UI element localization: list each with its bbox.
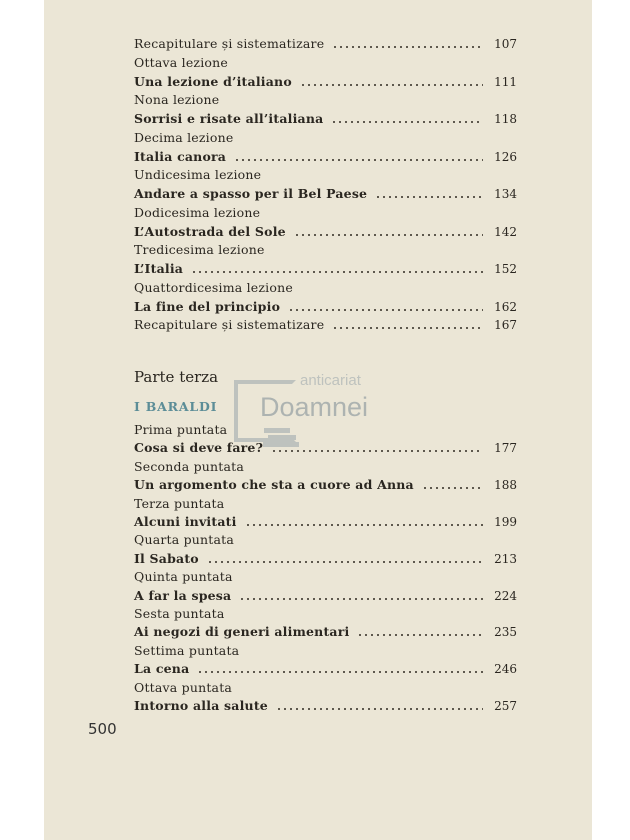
toc-entry-label: L’Italia bbox=[134, 261, 184, 276]
toc-entry-label: Italia canora bbox=[134, 148, 227, 164]
books-icon bbox=[262, 426, 302, 448]
toc-entry-label: Ottava puntata bbox=[134, 679, 233, 695]
toc-entry-label: Dodicesima lezione bbox=[134, 204, 261, 220]
toc-entry-label: Undicesima lezione bbox=[134, 167, 262, 183]
dot-leader bbox=[197, 671, 483, 673]
toc-entry bbox=[134, 225, 517, 239]
toc-entry bbox=[134, 300, 517, 314]
toc-entry-page: 177 bbox=[494, 441, 517, 456]
toc-lesson-heading bbox=[134, 206, 517, 220]
toc-entry-page: 152 bbox=[494, 262, 517, 276]
toc-entry-page: 107 bbox=[494, 37, 517, 51]
toc-entry bbox=[134, 552, 517, 566]
dot-leader bbox=[375, 196, 483, 198]
toc-lesson-heading bbox=[134, 168, 517, 182]
dot-leader bbox=[191, 271, 483, 273]
toc-entry-page: 257 bbox=[494, 699, 517, 713]
toc-lesson-heading bbox=[134, 681, 517, 695]
toc-entry bbox=[134, 625, 517, 639]
toc-entry-label: Un argomento che sta a cuore ad Anna bbox=[134, 477, 414, 493]
dot-leader bbox=[239, 598, 483, 600]
subsection-title: I BARALDI bbox=[134, 399, 218, 414]
toc-entry bbox=[134, 318, 517, 332]
toc-lesson-heading bbox=[134, 570, 517, 584]
dot-leader bbox=[294, 234, 483, 236]
toc-entry-label: La fine del principio bbox=[134, 298, 281, 314]
toc-lesson-heading bbox=[134, 93, 517, 107]
toc-entry bbox=[134, 187, 517, 201]
toc-entry-page: 224 bbox=[494, 588, 517, 603]
toc-entry-label: La cena bbox=[134, 661, 190, 677]
toc-entry bbox=[134, 75, 517, 89]
toc-entry bbox=[134, 150, 517, 164]
toc-lesson-heading bbox=[134, 56, 517, 70]
toc-lesson-heading bbox=[134, 497, 517, 511]
dot-leader bbox=[357, 634, 483, 636]
toc-entry-label: Prima puntata bbox=[134, 422, 228, 437]
watermark-logo bbox=[234, 372, 424, 458]
toc-entry-label: Decima lezione bbox=[134, 129, 234, 145]
dot-leader bbox=[245, 524, 483, 526]
toc-entry-page: 235 bbox=[494, 625, 517, 640]
toc-entry-label: A far la spesa bbox=[134, 587, 232, 603]
section-title: Parte terza bbox=[134, 368, 219, 386]
toc-lesson-heading bbox=[134, 607, 517, 621]
toc-entry bbox=[134, 699, 517, 713]
toc-lesson-heading bbox=[134, 131, 517, 145]
toc-entry-label: Seconda puntata bbox=[134, 458, 245, 474]
toc-entry-page: 118 bbox=[494, 112, 517, 126]
toc-entry bbox=[134, 262, 517, 276]
toc-lesson-heading bbox=[134, 281, 517, 295]
toc-entry-page: 213 bbox=[494, 551, 517, 566]
toc-entry-label: Quinta puntata bbox=[134, 569, 233, 585]
toc-entry bbox=[134, 37, 517, 51]
toc-entry-page: 134 bbox=[494, 187, 517, 201]
dot-leader bbox=[300, 84, 483, 86]
toc-entry bbox=[134, 515, 517, 529]
dot-leader bbox=[331, 121, 483, 123]
toc-entry-label: Quarta puntata bbox=[134, 532, 235, 548]
dot-leader bbox=[234, 159, 483, 161]
toc-entry-label: Una lezione d’italiano bbox=[134, 73, 292, 89]
page-number: 500 bbox=[88, 720, 117, 738]
toc-entry-label: Tredicesima lezione bbox=[134, 242, 265, 258]
toc-entry-label: Settima puntata bbox=[134, 642, 240, 658]
toc-entry-label: Recapitulare și sistematizare bbox=[134, 36, 325, 51]
toc-entry-label: Recapitulare și sistematizare bbox=[134, 317, 325, 333]
toc-entry bbox=[134, 589, 517, 603]
toc-entry-label: Intorno alla salute bbox=[134, 698, 268, 713]
toc-entry bbox=[134, 478, 517, 492]
dot-leader bbox=[288, 309, 483, 311]
toc-entry-page: 199 bbox=[494, 515, 517, 529]
watermark-top-text: anticariat bbox=[300, 372, 361, 389]
toc-entry-label: Ottava lezione bbox=[134, 54, 228, 70]
toc-entry-label: L’Autostrada del Sole bbox=[134, 223, 286, 239]
toc-lesson-heading bbox=[134, 644, 517, 658]
toc-entry-page: 246 bbox=[494, 662, 517, 677]
toc-entry-label: Andare a spasso per il Bel Paese bbox=[134, 186, 368, 201]
toc-entry-page: 188 bbox=[494, 478, 517, 493]
toc-lesson-heading bbox=[134, 460, 517, 474]
dot-leader bbox=[332, 46, 483, 48]
toc-entry-label: Il Sabato bbox=[134, 550, 199, 566]
toc-entry-page: 162 bbox=[494, 299, 517, 314]
toc-entry-label: Cosa si deve fare? bbox=[134, 440, 264, 456]
toc-entry-label: Terza puntata bbox=[134, 495, 225, 511]
toc-lesson-heading bbox=[134, 243, 517, 257]
toc-entry-label: Alcuni invitati bbox=[134, 514, 237, 529]
toc-entry-label: Nona lezione bbox=[134, 92, 220, 108]
dot-leader bbox=[276, 708, 483, 710]
toc-entry-page: 142 bbox=[494, 224, 517, 239]
watermark-main-text: Doamnei bbox=[260, 392, 369, 422]
toc-lesson-heading bbox=[134, 533, 517, 547]
dot-leader bbox=[332, 327, 483, 329]
toc-entry-label: Quattordicesima lezione bbox=[134, 279, 293, 295]
dot-leader bbox=[422, 487, 483, 489]
toc-entry-page: 111 bbox=[494, 74, 517, 89]
toc-entry-page: 126 bbox=[494, 149, 517, 164]
toc-entry-label: Ai negozi di generi alimentari bbox=[134, 624, 350, 640]
toc-entry-page: 167 bbox=[494, 318, 517, 333]
dot-leader bbox=[207, 561, 483, 563]
toc-entry-label: Sesta puntata bbox=[134, 606, 225, 621]
toc-entry bbox=[134, 112, 517, 126]
toc-entry bbox=[134, 662, 517, 676]
toc-entry-label: Sorrisi e risate all’italiana bbox=[134, 111, 324, 126]
